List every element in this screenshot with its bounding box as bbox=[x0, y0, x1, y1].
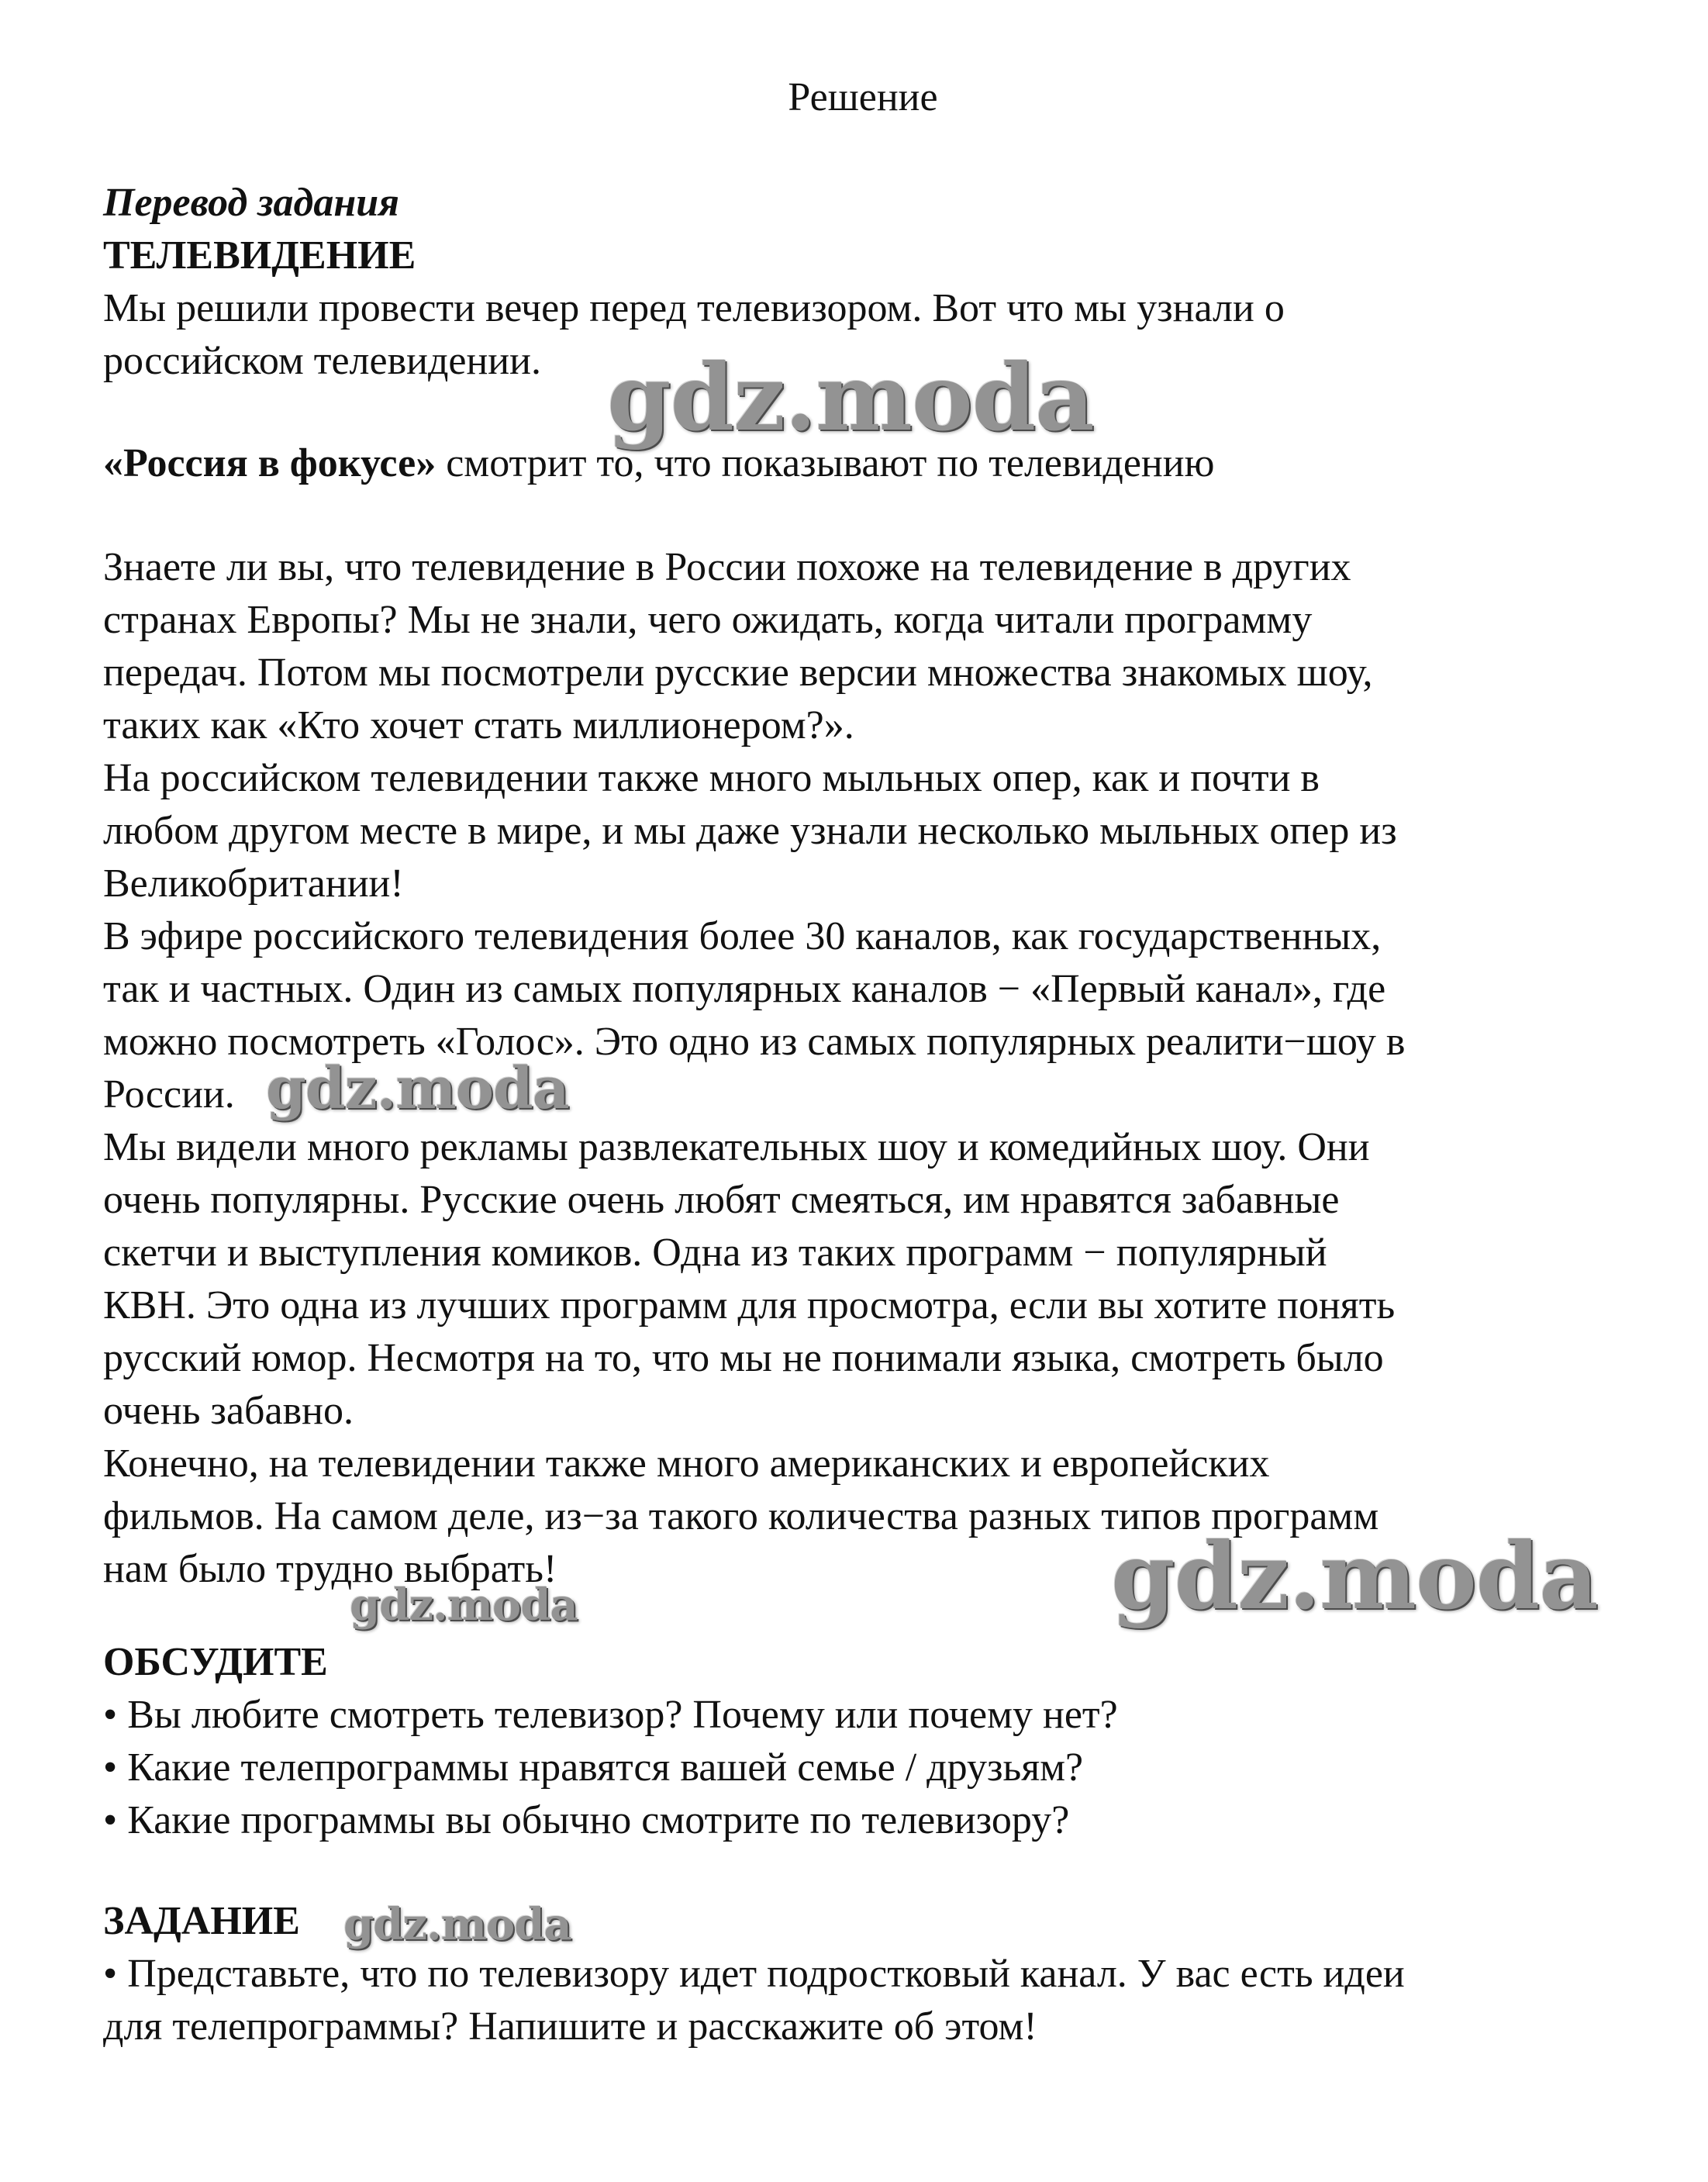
body-line: В эфире российского телевидения более 30 каналов, как государственных, bbox=[103, 914, 1382, 958]
page-title: Решение bbox=[788, 75, 938, 119]
section-heading: Перевод задания bbox=[103, 181, 399, 225]
body-line: так и частных. Один из самых популярных каналов − «Первый канал», где bbox=[103, 967, 1386, 1011]
watermark: gdz.moda bbox=[266, 1055, 569, 1122]
watermark: gdz.moda bbox=[350, 1580, 578, 1631]
body-line: очень популярны. Русские очень любят смеяться, им нравятся забавные bbox=[103, 1178, 1340, 1222]
body-line: Великобритании! bbox=[103, 861, 404, 906]
discuss-section bbox=[103, 1636, 1623, 1847]
task-section bbox=[103, 1895, 1623, 2053]
watermark: gdz.moda bbox=[343, 1899, 571, 1950]
discuss-item: • Какие телепрограммы нравятся вашей семье / друзьям? bbox=[103, 1745, 1084, 1790]
watermark: gdz.moda bbox=[1111, 1522, 1598, 1630]
document-page bbox=[103, 0, 1623, 2182]
task-line: для телепрограммы? Напишите и расскажите об этом! bbox=[103, 2004, 1037, 2049]
watermark: gdz.moda bbox=[607, 344, 1094, 451]
discuss-heading: ОБСУДИТЕ bbox=[103, 1640, 328, 1684]
intro-line: Мы решили провести вечер перед телевизором. Вот что мы узнали о bbox=[103, 286, 1285, 330]
body-line: любом другом месте в мире, и мы даже узнали несколько мыльных опер из bbox=[103, 809, 1397, 853]
discuss-item: • Вы любите смотреть телевизор? Почему или почему нет? bbox=[103, 1693, 1118, 1737]
body-line: России. bbox=[103, 1072, 235, 1117]
body-line: странах Европы? Мы не знали, чего ожидать, когда читали программу bbox=[103, 598, 1313, 642]
translation-header bbox=[103, 177, 1623, 282]
body-line: Мы видели много рекламы развлекательных шоу и комедийных шоу. Они bbox=[103, 1125, 1370, 1169]
body-line: нам было трудно выбрать! bbox=[103, 1547, 557, 1591]
article-title: ТЕЛЕВИДЕНИЕ bbox=[103, 233, 416, 278]
body-line: скетчи и выступления комиков. Одна из таких программ − популярный bbox=[103, 1231, 1327, 1275]
body-line: таких как «Кто хочет стать миллионером?». bbox=[103, 703, 854, 747]
body-line: На российском телевидении также много мыльных опер, как и почти в bbox=[103, 756, 1320, 800]
intro-line: российском телевидении. bbox=[103, 339, 541, 383]
body-line: очень забавно. bbox=[103, 1389, 354, 1433]
body-line: Знаете ли вы, что телевидение в России похоже на телевидение в других bbox=[103, 545, 1351, 589]
body-line: можно посмотреть «Голос». Это одно из самых популярных реалити−шоу в bbox=[103, 1020, 1406, 1064]
subtitle-bold: «Россия в фокусе» bbox=[103, 441, 436, 485]
body-line: передач. Потом мы посмотрели русские версии множества знакомых шоу, bbox=[103, 651, 1373, 695]
task-line: • Представьте, что по телевизору идет подростковый канал. У вас есть идеи bbox=[103, 1952, 1405, 1996]
discuss-item: • Какие программы вы обычно смотрите по телевизору? bbox=[103, 1798, 1070, 1842]
body-line: КВН. Это одна из лучших программ для просмотра, если вы хотите понять bbox=[103, 1283, 1396, 1327]
body-line: русский юмор. Несмотря на то, что мы не понимали языка, смотреть было bbox=[103, 1336, 1384, 1380]
body-line: Конечно, на телевидении также много американских и европейских bbox=[103, 1441, 1270, 1486]
body-line: фильмов. На самом деле, из−за такого количества разных типов программ bbox=[103, 1494, 1379, 1538]
subtitle-rest: смотрит то, что показывают по телевидению bbox=[436, 441, 1215, 485]
task-heading: ЗАДАНИЕ bbox=[103, 1899, 300, 1943]
